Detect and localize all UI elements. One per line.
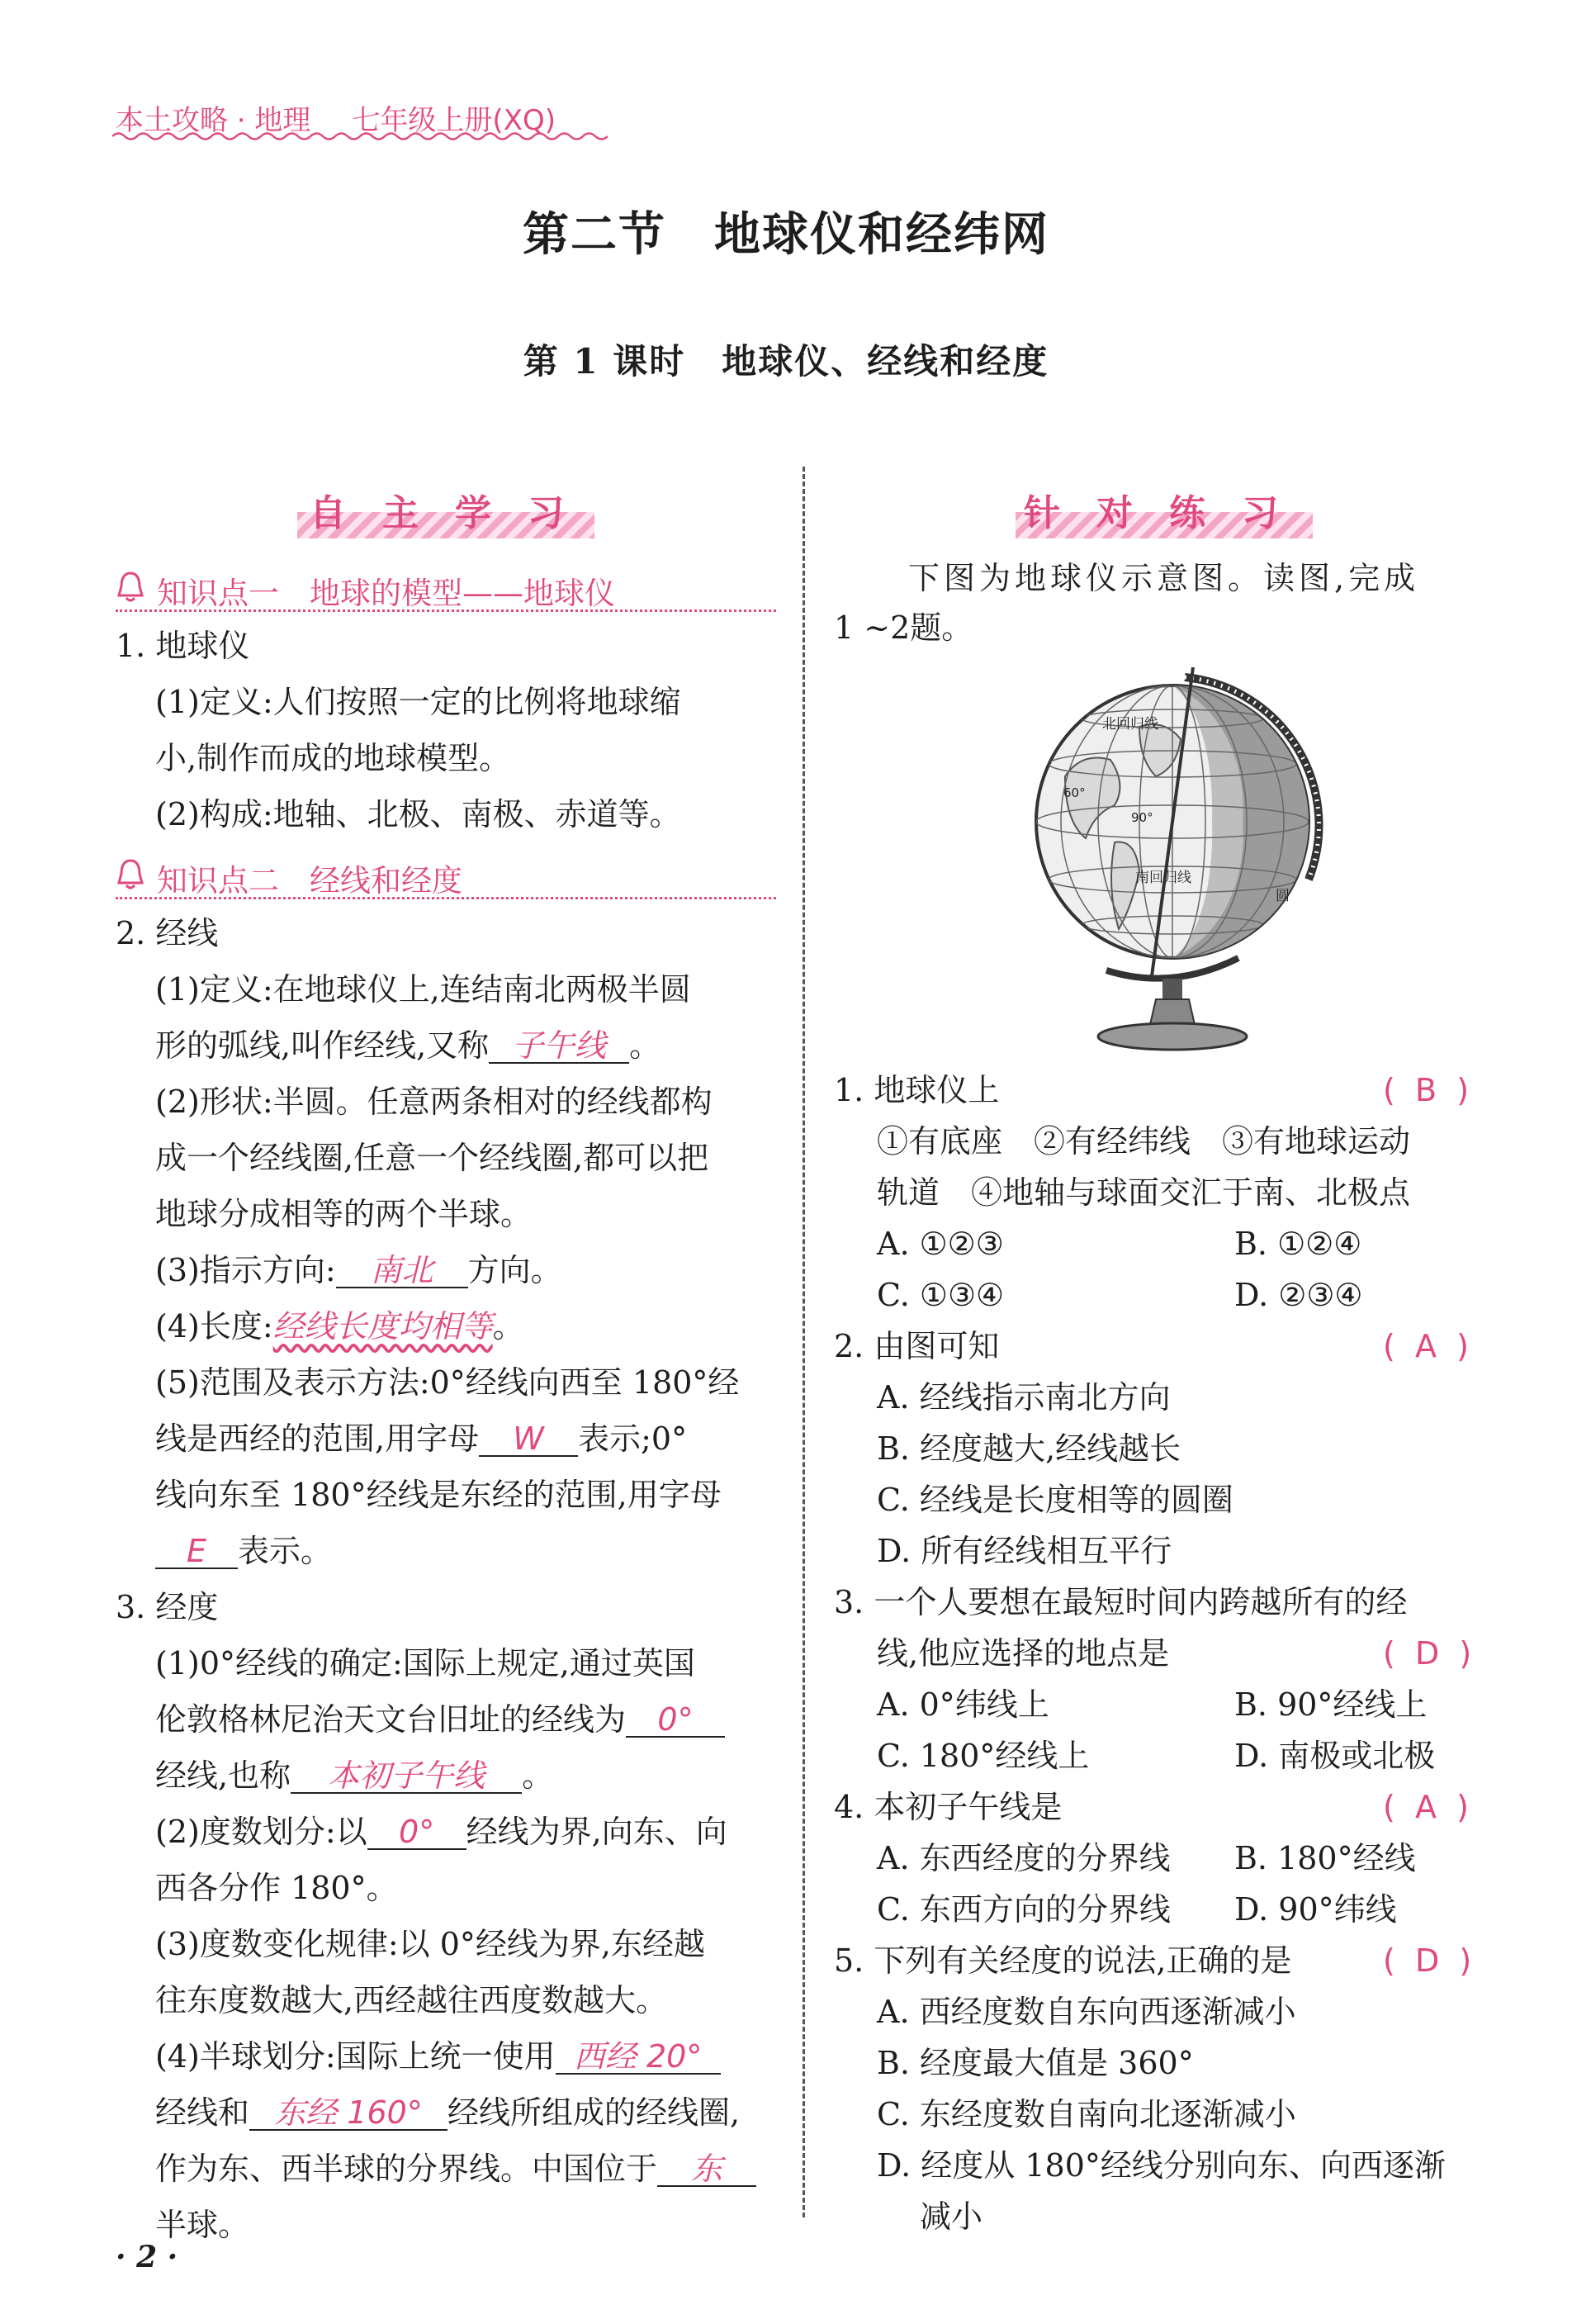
q1-options-a: ①有底座 ②有经纬线 ③有地球运动	[877, 1123, 1411, 1160]
q2-choice-d: D. 所有经线相互平行	[877, 1533, 1172, 1569]
q1-answer: ( B )	[1383, 1072, 1470, 1108]
section-title: 第二节 地球仪和经纬网	[523, 207, 1049, 262]
answer-blank: 东	[657, 2152, 756, 2187]
q3-answer: ( D )	[1383, 1635, 1472, 1672]
degree-rule-a: (3)度数变化规律:以 0°经线为界,东经越	[155, 1926, 705, 1962]
answer-blank: 东经 160°	[249, 2096, 447, 2131]
answer-blank: 南北	[336, 1254, 468, 1288]
latitude-label-60: 60°	[1063, 785, 1086, 800]
q3-choice-c: C. 180°经线上	[877, 1738, 1090, 1774]
globe-illustration	[1016, 652, 1346, 1057]
south-tropic-label: 南回归线	[1135, 870, 1191, 886]
globe-composition: (2)构成:地轴、北极、南极、赤道等。	[155, 796, 681, 832]
q4-choice-a: A. 东西经度的分界线	[877, 1840, 1171, 1876]
north-tropic-label: 北回归线	[1102, 716, 1158, 733]
q1-choice-b: B. ①②④	[1234, 1226, 1362, 1262]
degree-rule-b: 往东度数越大,西经越往西度数越大。	[155, 1982, 668, 2018]
degree-division-c: 西各分作 180°。	[155, 1870, 398, 1906]
item-2-title: 2. 经线	[116, 915, 219, 951]
meridian-definition-a: (1)定义:在地球仪上,连结南北两极半圆	[155, 971, 691, 1008]
globe-caption: 圆	[1276, 888, 1290, 904]
wavy-answer: 经线长度均相等	[272, 1308, 493, 1345]
range-d: 线向东至 180°经线是东经的范围,用字母	[155, 1477, 722, 1513]
q2-stem: 2. 由图可知	[834, 1328, 1000, 1364]
q2-choice-c: C. 经线是长度相等的圆圈	[877, 1482, 1233, 1518]
left-column-heading: 自主学习	[310, 492, 600, 534]
q4-stem: 4. 本初子午线是	[834, 1789, 1063, 1825]
meridian-direction: (3)指示方向: 南北 方向。	[155, 1252, 562, 1288]
degree-division-a: (2)度数划分:以 0° 经线为界,向东、向	[155, 1814, 727, 1850]
range-b: 线是西经的范围,用字母 W 表示;0°	[155, 1420, 688, 1457]
answer-blank: 本初子午线	[291, 1759, 522, 1794]
q1-choice-d: D. ②③④	[1234, 1277, 1363, 1313]
page-number: · 2 ·	[116, 2240, 178, 2274]
q4-answer: ( A )	[1383, 1789, 1469, 1825]
q5-choice-b: B. 经度最大值是 360°	[877, 2045, 1194, 2081]
q1-choice-c: C. ①③④	[877, 1277, 1005, 1313]
meridian-shape-b: 成一个经线圈,任意一个经线圈,都可以把	[155, 1140, 709, 1176]
answer-blank: W	[479, 1422, 578, 1457]
answer-blank: 子午线	[489, 1029, 629, 1064]
meridian-length: (4)长度:经线长度均相等。	[155, 1308, 524, 1345]
item-3-title: 3. 经度	[116, 1589, 219, 1625]
knowledge-point-1: 知识点一 地球的模型——地球仪	[157, 576, 615, 611]
q4-choice-d: D. 90°纬线	[1234, 1891, 1397, 1928]
meridian-shape-a: (2)形状:半圆。任意两条相对的经线都构	[155, 1084, 713, 1120]
globe-definition-b: 小,制作而成的地球模型。	[155, 740, 511, 776]
q4-choice-c: C. 东西方向的分界线	[877, 1891, 1171, 1928]
range-e: E 表示。	[155, 1534, 332, 1569]
prime-meridian-c: 经线,也称 本初子午线 。	[155, 1757, 554, 1794]
q3-stem-a: 3. 一个人要想在最短时间内跨越所有的经	[834, 1584, 1408, 1620]
latitude-label-90: 90°	[1131, 810, 1153, 825]
kp2-dotted-line	[116, 897, 776, 899]
grade-label: 七年级上册(XQ)	[352, 104, 556, 137]
column-divider	[803, 467, 805, 2217]
hemisphere-e: 半球。	[155, 2207, 250, 2243]
answer-blank: 西经 20°	[556, 2040, 721, 2075]
q5-answer: ( D )	[1383, 1942, 1472, 1979]
q3-choice-a: A. 0°纬线上	[877, 1686, 1049, 1723]
kp1-dotted-line	[116, 609, 776, 612]
q2-answer: ( A )	[1383, 1328, 1469, 1364]
range-a: (5)范围及表示方法:0°经线向西至 180°经	[155, 1364, 740, 1401]
q2-choice-a: A. 经线指示南北方向	[877, 1379, 1171, 1416]
answer-blank: 0°	[367, 1815, 466, 1850]
meridian-shape-c: 地球分成相等的两个半球。	[155, 1196, 533, 1232]
prime-meridian-b: 伦敦格林尼治天文台旧址的经线为 0°	[155, 1703, 725, 1738]
prime-meridian-a: (1)0°经线的确定:国际上规定,通过英国	[155, 1645, 695, 1681]
q3-stem-b: 线,他应选择的地点是	[877, 1635, 1170, 1672]
book-name: 本土攻略 · 地理	[116, 104, 311, 137]
q2-choice-b: B. 经度越大,经线越长	[877, 1430, 1181, 1467]
q5-choice-d-cont: 减小	[920, 2198, 983, 2235]
q3-choice-b: B. 90°经线上	[1234, 1686, 1428, 1723]
globe-definition-a: (1)定义:人们按照一定的比例将地球缩	[155, 684, 681, 720]
hemisphere-b: 经线和 东经 160° 经线所组成的经线圈,	[155, 2094, 741, 2131]
exercise-intro-b: 1 ~2题。	[834, 609, 973, 646]
bell-icon	[116, 570, 145, 603]
answer-blank: 0°	[626, 1703, 725, 1738]
item-1-title: 1. 地球仪	[116, 628, 250, 664]
q1-stem: 1. 地球仪上	[834, 1072, 1000, 1108]
meridian-definition-b: 形的弧线,叫作经线,又称 子午线 。	[155, 1027, 661, 1064]
answer-blank: E	[155, 1534, 238, 1569]
hemisphere-d: 作为东、西半球的分界线。中国位于 东	[155, 2152, 756, 2187]
q5-choice-a: A. 西经度数自东向西逐渐减小	[877, 1994, 1296, 2030]
lesson-title: 第 1 课时 地球仪、经线和经度	[523, 341, 1049, 382]
hemisphere-a: (4)半球划分:国际上统一使用 西经 20°	[155, 2040, 721, 2075]
q5-choice-d: D. 经度从 180°经线分别向东、向西逐渐	[877, 2147, 1446, 2184]
q4-choice-b: B. 180°经线	[1234, 1840, 1416, 1876]
q3-choice-d: D. 南极或北极	[1234, 1738, 1436, 1774]
bell-icon	[116, 857, 145, 890]
q5-stem: 5. 下列有关经度的说法,正确的是	[834, 1942, 1292, 1979]
q5-choice-c: C. 东经度数自南向北逐渐减小	[877, 2096, 1296, 2132]
exercise-intro-a: 下图为地球仪示意图。读图,完成	[908, 560, 1420, 596]
q1-options-b: 轨道 ④地轴与球面交汇于南、北极点	[877, 1174, 1411, 1211]
knowledge-point-2: 知识点二 经线和经度	[157, 863, 462, 899]
right-column-heading: 针对练习	[1024, 492, 1314, 534]
header-wavy-underline	[112, 130, 608, 142]
q1-choice-a: A. ①②③	[877, 1226, 1004, 1262]
